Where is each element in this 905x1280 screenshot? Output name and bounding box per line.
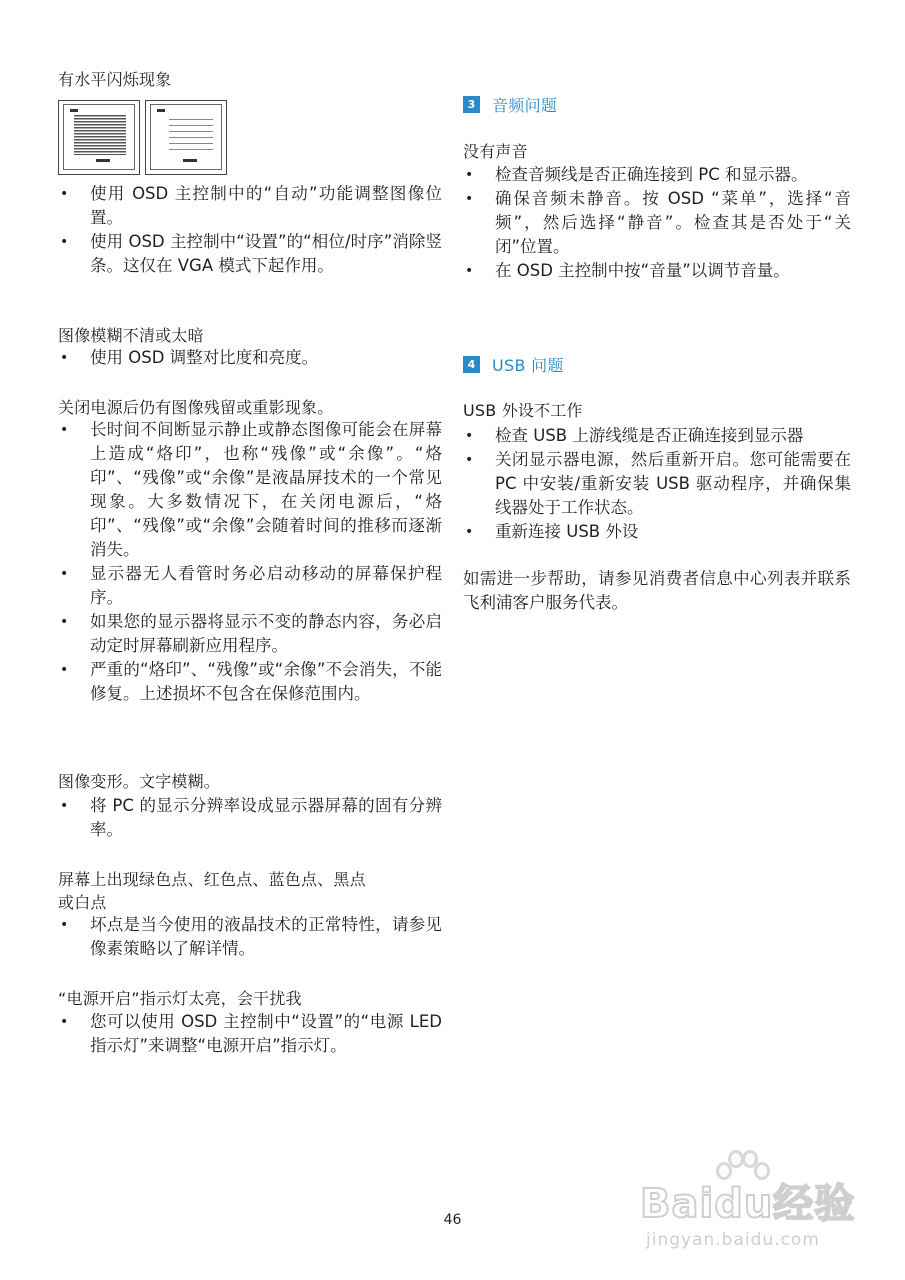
audio-section-header [463,93,557,115]
list-item: • 关闭显示器电源，然后重新开启。您可能需要在 PC 中安装/重新安装 USB 驱动程序，并确保集线器处于工作状态。 [465,450,851,517]
dots-heading-line1: 屏幕上出现绿色点、红色点、蓝色点、黑点 [58,870,366,889]
dots-list [58,913,442,961]
list-item: • 严重的“烙印”、“残像”或“余像”不会消失，不能修复。上述损坏不包含在保修范围内。 [60,660,442,703]
list-item: • 显示器无人看管时务必启动移动的屏幕保护程序。 [60,564,442,607]
baidu-watermark [640,1148,870,1268]
list-item: • 检查 USB 上游线缆是否正确连接到显示器 [465,426,804,445]
list-item: • 坏点是当今使用的液晶技术的正常特性，请参见像素策略以了解详情。 [60,915,442,958]
list-item: • 在 OSD 主控制中按“音量”以调节音量。 [465,261,790,280]
audio-list [463,163,851,283]
burnin-heading: 关闭电源后仍有图像残留或重影现象。 [58,398,334,417]
list-item: • 使用 OSD 主控制中“设置”的“相位/时序”消除竖条。这仅在 VGA 模式下起作用。 [60,232,442,275]
list-item: • 重新连接 USB 外设 [465,522,639,541]
page-number: 46 [443,1212,462,1228]
blurry-heading: 图像模糊不清或太暗 [58,326,204,345]
distort-heading: 图像变形。文字模糊。 [58,772,221,791]
list-item: • 确保音频未静音。按 OSD “菜单”，选择“音频”，然后选择“静音”。检查其是否处于“关闭”位置。 [465,189,851,256]
dots-heading-line2: 或白点 [58,893,107,912]
distort-list [58,794,442,842]
usb-subheading: USB 外设不工作 [463,401,583,420]
list-item: • 使用 OSD 主控制中的“自动”功能调整图像位置。 [60,184,442,227]
burnin-list [58,418,442,706]
monitor-with-flicker-image [58,100,140,175]
flicker-heading: 有水平闪烁现象 [58,70,172,89]
list-item: • 如果您的显示器将显示不变的静态内容，务必启动定时屏幕刷新应用程序。 [60,612,442,655]
audio-subheading: 没有声音 [463,142,528,161]
flicker-example-images [58,100,238,176]
power-list [58,1010,442,1058]
watermark-url: jingyan.baidu.com [646,1230,820,1250]
list-item: • 检查音频线是否正确连接到 PC 和显示器。 [465,165,808,184]
flicker-list [58,182,442,278]
section-number-badge: 3 [463,96,480,113]
list-item: • 长时间不间断显示静止或静态图像可能会在屏幕上造成“烙印”，也称“残像”或“余像”。“烙印”、“残像”或“余像”是液晶屏技术的一个常见现象。大多数情况下，在关闭电源后，“烙印”、“残像”或“余像”会随着时间的推移而逐渐消失。 [60,420,442,559]
list-item: • 将 PC 的显示分辨率设成显示器屏幕的固有分辨率。 [60,796,442,839]
list-item: • 使用 OSD 调整对比度和亮度。 [60,348,319,367]
power-heading: “电源开启”指示灯太亮，会干扰我 [58,989,302,1008]
list-item: • 您可以使用 OSD 主控制中“设置”的“电源 LED 指示灯”来调整“电源开启”指示灯。 [60,1012,442,1055]
usb-list [463,424,851,544]
watermark-logo-text: Baidu经验 [640,1181,856,1227]
monitor-clear-image [145,100,227,175]
section-title: 音频问题 [492,95,558,115]
footer-help-text: 如需进一步帮助，请参见消费者信息中心列表并联系飞利浦客户服务代表。 [463,569,851,612]
section-number-badge: 4 [463,356,480,373]
blurry-list [58,346,442,370]
usb-section-header [463,353,564,375]
section-title: USB 问题 [492,355,564,375]
